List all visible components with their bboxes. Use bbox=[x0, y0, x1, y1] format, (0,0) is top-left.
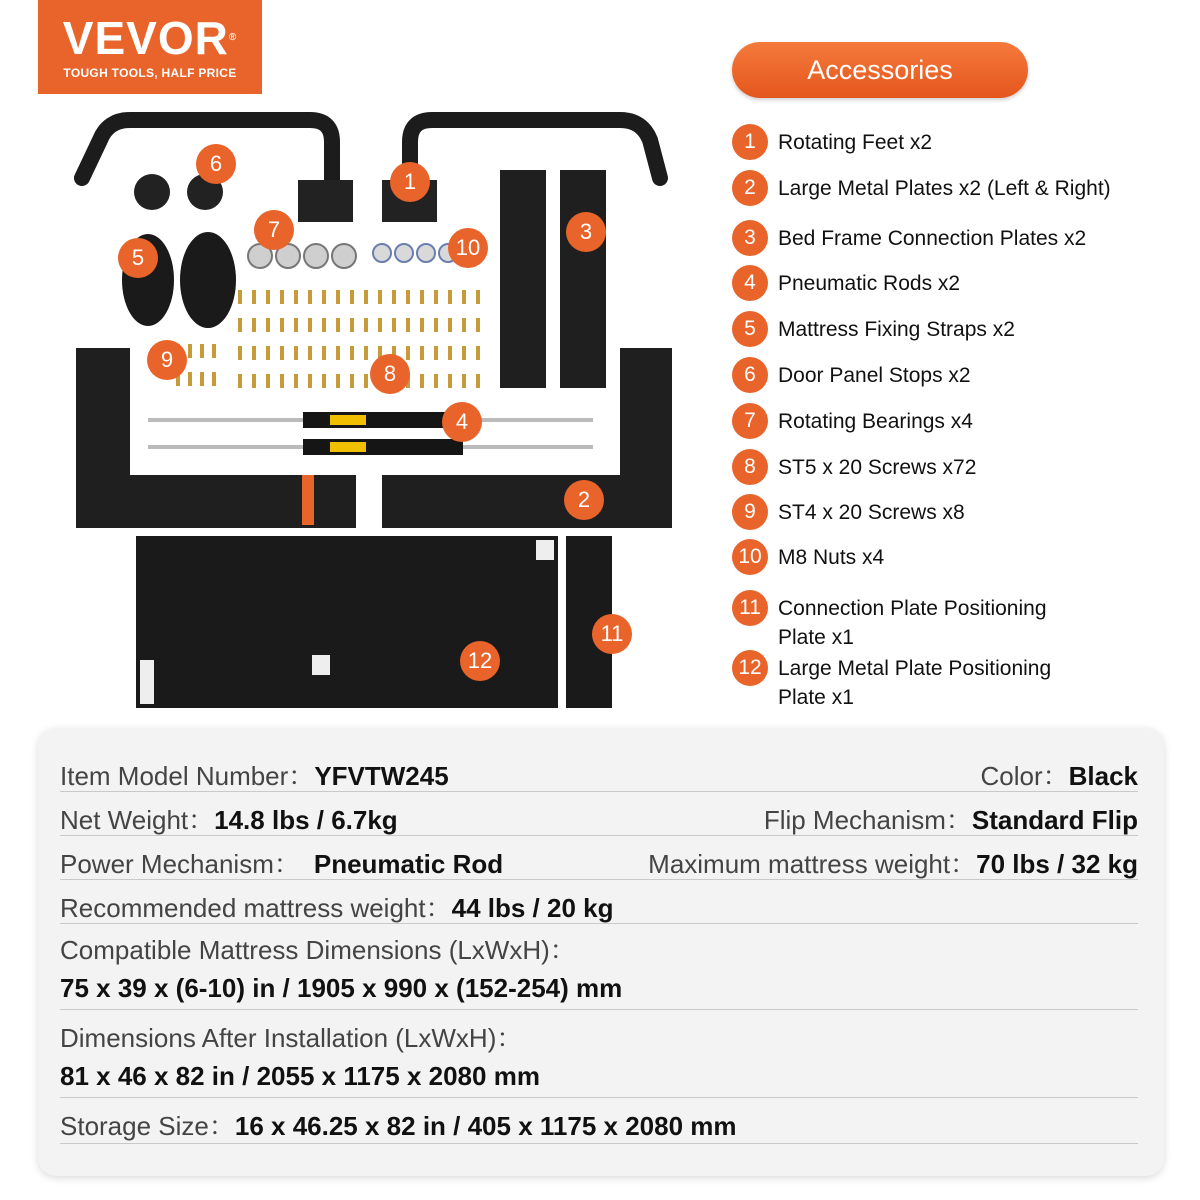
screw bbox=[266, 346, 270, 360]
item-number-badge: 2 bbox=[732, 170, 768, 206]
screw bbox=[308, 346, 312, 360]
badge-9: 9 bbox=[147, 340, 187, 380]
power-label: Power Mechanism： bbox=[60, 849, 300, 879]
nuts bbox=[373, 244, 457, 262]
screw bbox=[476, 374, 480, 388]
logo-tagline: TOUGH TOOLS, HALF PRICE bbox=[63, 66, 237, 80]
installed-dimensions-value: 81 x 46 x 82 in / 2055 x 1175 x 2080 mm bbox=[60, 1061, 540, 1091]
list-item bbox=[732, 590, 1098, 652]
spec-row-storage-size bbox=[60, 1102, 1138, 1144]
screw bbox=[434, 374, 438, 388]
screw bbox=[364, 374, 368, 388]
screw bbox=[406, 346, 410, 360]
item-label: ST5 x 20 Screws x72 bbox=[778, 456, 977, 479]
screw bbox=[238, 290, 242, 304]
accessories-title: Accessories bbox=[732, 42, 1028, 98]
screw bbox=[476, 346, 480, 360]
vevor-logo bbox=[38, 0, 262, 94]
color-label: Color： bbox=[980, 761, 1069, 791]
screw bbox=[322, 318, 326, 332]
list-item bbox=[732, 124, 932, 160]
item-number-badge: 7 bbox=[732, 403, 768, 439]
spec-row-recommended-weight bbox=[60, 884, 1138, 924]
spec-row-installed-dimensions bbox=[60, 1014, 1138, 1098]
screw bbox=[350, 290, 354, 304]
storage-size-label: Storage Size： bbox=[60, 1111, 235, 1141]
pneumatic-rods bbox=[148, 412, 593, 455]
screw bbox=[252, 318, 256, 332]
screw bbox=[434, 318, 438, 332]
item-number-badge: 3 bbox=[732, 220, 768, 256]
badge-6: 6 bbox=[196, 144, 236, 184]
screw bbox=[266, 290, 270, 304]
screw bbox=[294, 290, 298, 304]
screw bbox=[252, 374, 256, 388]
installed-dimensions-label: Dimensions After Installation (LxWxH)： bbox=[60, 1023, 523, 1053]
screw bbox=[280, 290, 284, 304]
list-item bbox=[732, 449, 976, 485]
badge-3: 3 bbox=[566, 212, 606, 252]
screw bbox=[420, 346, 424, 360]
screw bbox=[406, 290, 410, 304]
foot-bracket-right bbox=[298, 180, 353, 222]
weight-label: Net Weight： bbox=[60, 805, 215, 835]
screw bbox=[266, 374, 270, 388]
screw bbox=[200, 344, 204, 358]
badge-8: 8 bbox=[370, 354, 410, 394]
badge-4: 4 bbox=[442, 402, 482, 442]
screw bbox=[462, 290, 466, 304]
badge-2: 2 bbox=[564, 480, 604, 520]
screw bbox=[322, 346, 326, 360]
screw bbox=[294, 318, 298, 332]
screw bbox=[350, 346, 354, 360]
parts-illustration bbox=[60, 100, 700, 712]
screw bbox=[280, 318, 284, 332]
recommended-weight-label: Recommended mattress weight： bbox=[60, 893, 452, 923]
screw bbox=[350, 318, 354, 332]
plate-label bbox=[312, 655, 330, 675]
item-number-badge: 12 bbox=[732, 650, 768, 686]
max-weight-value: 70 lbs / 32 kg bbox=[976, 849, 1138, 879]
screw bbox=[336, 318, 340, 332]
screw bbox=[308, 374, 312, 388]
screw bbox=[294, 374, 298, 388]
strap-2 bbox=[180, 232, 236, 328]
list-item bbox=[732, 265, 960, 301]
item-number-badge: 5 bbox=[732, 311, 768, 347]
item-number-badge: 1 bbox=[732, 124, 768, 160]
list-item bbox=[732, 357, 971, 393]
flip-value: Standard Flip bbox=[971, 805, 1138, 835]
screw bbox=[406, 318, 410, 332]
storage-size-value: 16 x 46.25 x 82 in / 405 x 1175 x 2080 mm bbox=[234, 1111, 737, 1141]
item-number-badge: 11 bbox=[732, 590, 768, 626]
screw bbox=[188, 344, 192, 358]
flip-label: Flip Mechanism： bbox=[763, 805, 972, 835]
screw bbox=[448, 290, 452, 304]
badge-7: 7 bbox=[254, 210, 294, 250]
screw bbox=[322, 290, 326, 304]
item-label: Large Metal Plate Positioning Plate x1 bbox=[778, 657, 1052, 709]
screw bbox=[252, 346, 256, 360]
max-weight-label: Maximum mattress weight： bbox=[648, 849, 977, 879]
screw bbox=[308, 290, 312, 304]
item-label: Pneumatic Rods x2 bbox=[778, 272, 961, 295]
item-label: Rotating Bearings x4 bbox=[778, 410, 973, 433]
compatible-dimensions-value: 75 x 39 x (6-10) in / 1905 x 990 x (152-254) mm bbox=[60, 973, 623, 1003]
list-item bbox=[732, 220, 1086, 256]
screw bbox=[378, 318, 382, 332]
screw bbox=[212, 344, 216, 358]
screw bbox=[266, 318, 270, 332]
list-item bbox=[732, 539, 884, 575]
screw bbox=[434, 346, 438, 360]
item-number-badge: 6 bbox=[732, 357, 768, 393]
badge-5: 5 bbox=[118, 238, 158, 278]
list-item bbox=[732, 494, 965, 530]
screw bbox=[448, 374, 452, 388]
model-value: YFVTW245 bbox=[314, 761, 449, 791]
specifications-panel bbox=[38, 728, 1164, 1176]
item-number-badge: 8 bbox=[732, 449, 768, 485]
list-item bbox=[732, 650, 1098, 712]
screw bbox=[238, 346, 242, 360]
screw bbox=[420, 374, 424, 388]
screw bbox=[462, 374, 466, 388]
large-positioning-plate bbox=[136, 536, 558, 708]
plate-label bbox=[536, 540, 554, 560]
screw bbox=[364, 290, 368, 304]
list-item bbox=[732, 311, 1015, 347]
item-label: M8 Nuts x4 bbox=[778, 546, 885, 569]
door-stop-1 bbox=[134, 174, 170, 210]
screw bbox=[434, 290, 438, 304]
item-label: Large Metal Plates x2 (Left & Right) bbox=[778, 177, 1111, 200]
compatible-dimensions-label: Compatible Mattress Dimensions (LxWxH)： bbox=[60, 935, 576, 965]
recommended-weight-value: 44 lbs / 20 kg bbox=[451, 893, 614, 923]
item-label: ST4 x 20 Screws x8 bbox=[778, 501, 965, 524]
spec-row-power bbox=[60, 840, 1138, 880]
screw bbox=[238, 318, 242, 332]
screw bbox=[448, 346, 452, 360]
spec-row-weight bbox=[60, 796, 1138, 836]
badge-1: 1 bbox=[390, 162, 430, 202]
screw bbox=[322, 374, 326, 388]
power-value: Pneumatic Rod bbox=[313, 849, 504, 879]
screw bbox=[462, 318, 466, 332]
screw bbox=[350, 374, 354, 388]
screw bbox=[294, 346, 298, 360]
screw bbox=[378, 290, 382, 304]
screw bbox=[238, 374, 242, 388]
screw bbox=[364, 318, 368, 332]
screw bbox=[252, 290, 256, 304]
spec-row-compatible-dimensions bbox=[60, 926, 1138, 1010]
spec-row-model bbox=[60, 752, 1138, 792]
connection-plate-2 bbox=[560, 170, 606, 388]
item-number-badge: 10 bbox=[732, 539, 768, 575]
item-label: Connection Plate Positioning Plate x1 bbox=[778, 597, 1047, 649]
screw bbox=[420, 318, 424, 332]
list-item bbox=[732, 403, 973, 439]
screw bbox=[280, 374, 284, 388]
badge-10: 10 bbox=[448, 228, 488, 268]
plate-label bbox=[140, 660, 154, 704]
logo-wordmark: VEVOR® bbox=[62, 12, 238, 64]
model-label: Item Model Number： bbox=[60, 761, 315, 791]
color-value: Black bbox=[1068, 761, 1138, 791]
screw bbox=[476, 318, 480, 332]
item-number-badge: 4 bbox=[732, 265, 768, 301]
screw bbox=[462, 346, 466, 360]
item-label: Mattress Fixing Straps x2 bbox=[778, 318, 1015, 341]
screw bbox=[280, 346, 284, 360]
list-item bbox=[732, 170, 1111, 206]
weight-value: 14.8 lbs / 6.7kg bbox=[214, 805, 398, 835]
badge-12: 12 bbox=[460, 641, 500, 681]
item-label: Rotating Feet x2 bbox=[778, 131, 933, 154]
screw bbox=[336, 374, 340, 388]
screw bbox=[420, 290, 424, 304]
screw bbox=[476, 290, 480, 304]
item-label: Bed Frame Connection Plates x2 bbox=[778, 227, 1087, 250]
screw bbox=[212, 372, 216, 386]
screw bbox=[200, 372, 204, 386]
screw bbox=[392, 290, 396, 304]
item-label: Door Panel Stops x2 bbox=[778, 364, 971, 387]
screw bbox=[336, 290, 340, 304]
screw bbox=[364, 346, 368, 360]
connection-plate-1 bbox=[500, 170, 546, 388]
screw bbox=[336, 346, 340, 360]
screw bbox=[308, 318, 312, 332]
plate-label-strip bbox=[302, 475, 314, 525]
screw bbox=[188, 372, 192, 386]
screw bbox=[392, 318, 396, 332]
screw bbox=[448, 318, 452, 332]
badge-11: 11 bbox=[592, 614, 632, 654]
item-number-badge: 9 bbox=[732, 494, 768, 530]
